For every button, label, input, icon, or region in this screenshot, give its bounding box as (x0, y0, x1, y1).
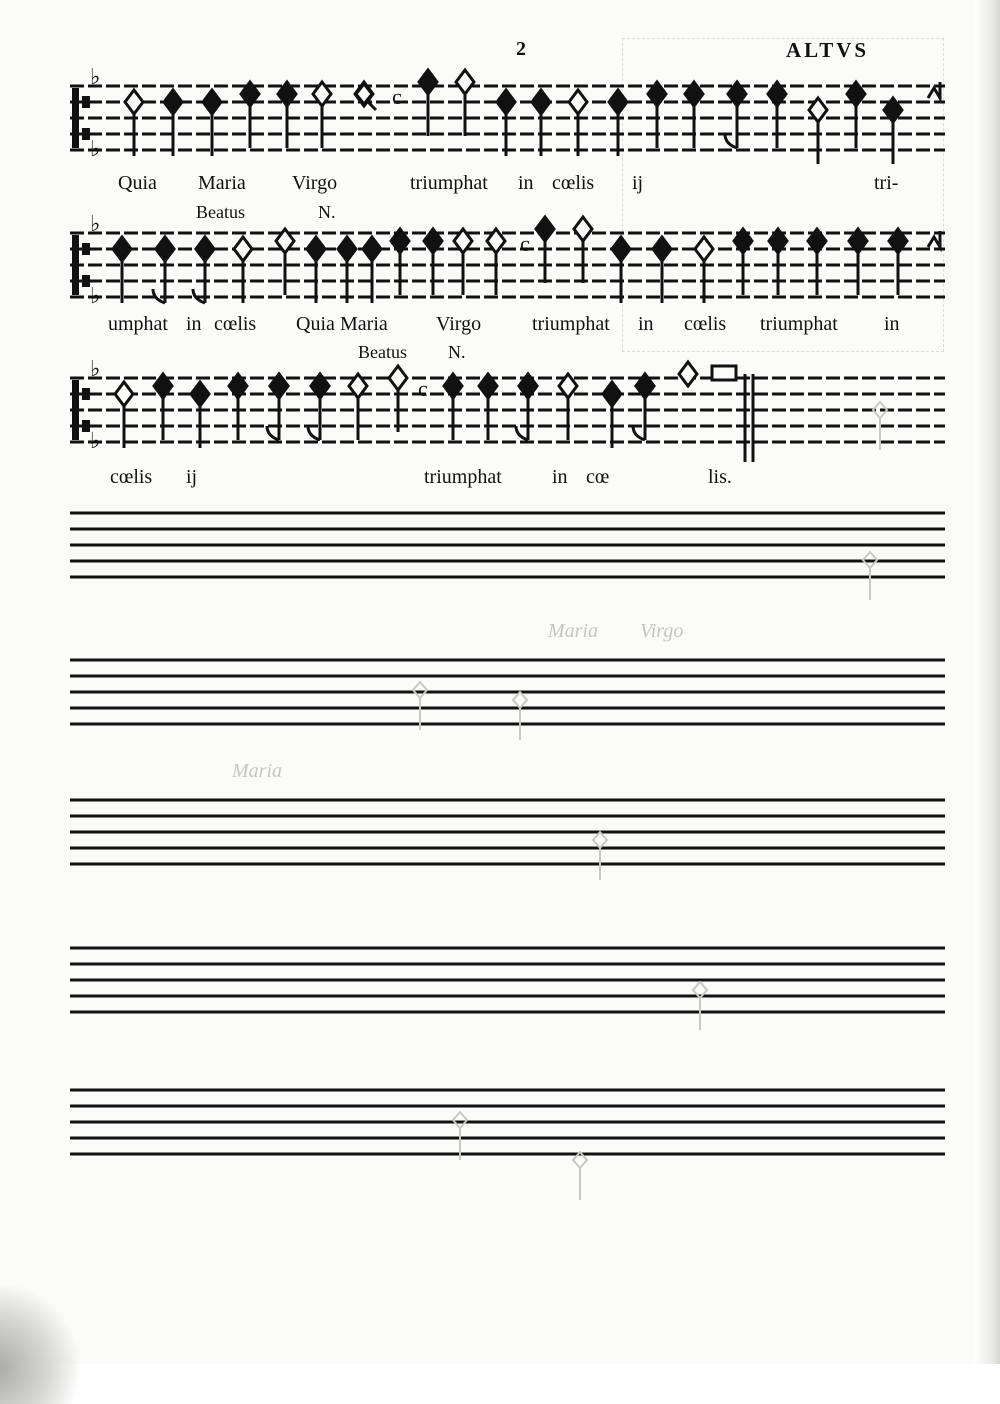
staff-3-flagnote-a-flag (267, 426, 279, 440)
staff-3-flat-upper: ♭ (90, 357, 101, 382)
lyric-s3-lis: lis. (708, 466, 732, 488)
staff-1-note-2-head (164, 90, 182, 114)
staff-3-note-8-head (389, 366, 407, 390)
lyric-s1-virgo: Virgo (292, 172, 338, 194)
staff-1-meter: c (392, 84, 402, 109)
staff-3-flagnote-c-flag (516, 426, 528, 440)
bleed-note-5 (453, 1112, 467, 1128)
staff-2-note-15-head (612, 237, 630, 261)
bleed-text-3: Maria (232, 760, 282, 782)
staff-1-note-1-head (125, 90, 143, 114)
lyric-s2-virgo: Virgo (436, 313, 482, 335)
staff-2-note-6-head (307, 237, 325, 261)
staff-3-meter: c (418, 376, 428, 401)
staff-1-note-flag-flag (725, 134, 737, 148)
bleed-text-2: Virgo (640, 620, 684, 642)
lyric-s2-maria: Maria (340, 313, 388, 335)
lyric-s1-in: in (518, 172, 534, 194)
staff-3-note-13-head (603, 382, 621, 406)
staff-2-clef-bar (72, 235, 79, 295)
staff-3-clef-block-upper (82, 388, 90, 400)
staff-2-note-8-head (363, 237, 381, 261)
staff-1-note-12-head (569, 90, 587, 114)
staff-2-clef-block-lower (82, 275, 90, 287)
lyric-s3-triumphat: triumphat (424, 466, 502, 488)
lyric-s1-alt-n: N. (318, 202, 336, 222)
staff-2-flagnote-a-head (156, 237, 174, 261)
staff-1-note-8-head (419, 70, 437, 94)
staff-2-note-16-head (653, 237, 671, 261)
staff-3-flagnote-d-flag (633, 426, 645, 440)
lyric-s1-coelis: cœlis (552, 172, 595, 194)
lyric-s1-quia: Quia (118, 172, 157, 194)
staff-1-note-3-head (203, 90, 221, 114)
lyric-s2-alt-beatus: Beatus (358, 342, 407, 362)
staff-2-note-17-head (695, 237, 713, 261)
lyric-s2-in-2: in (638, 313, 654, 335)
thumb-shadow (0, 1284, 80, 1404)
staff-1-clef-block-upper (82, 96, 90, 108)
lyric-s3-coe: cœ (586, 466, 610, 488)
lyric-s3-coelis: cœlis (110, 466, 153, 488)
lyric-s1-alt-beatus: Beatus (196, 202, 245, 222)
lyric-s2-quia: Quia (296, 313, 335, 335)
staff-1-custos (928, 82, 940, 98)
lyric-s2-in: in (186, 313, 202, 335)
lyric-s1-tri: tri- (874, 172, 899, 194)
staff-2-note-1-head (113, 237, 131, 261)
bleed-note-1 (413, 682, 427, 698)
page-edge-shadow (974, 0, 1000, 1364)
staff-3-note-3-head (191, 382, 209, 406)
staff-2-flat-upper: ♭ (90, 212, 101, 237)
staff-3-clef-block-lower (82, 420, 90, 432)
staff-1-flat-lower: ♭ (90, 137, 101, 162)
lyric-s2-umphat: umphat (108, 313, 168, 335)
lyric-s2-coelis-2: cœlis (684, 313, 727, 335)
lyric-s2-alt-n: N. (448, 342, 466, 362)
staff-2-note-7-head (338, 237, 356, 261)
staff-2-flat-lower: ♭ (90, 284, 101, 309)
lyric-s2-triumphat-2: triumphat (760, 313, 838, 335)
staff-2-meter: c (520, 231, 530, 256)
lyric-s1-maria: Maria (198, 172, 246, 194)
staff-2-note-4-head (234, 237, 252, 261)
staff-1-note-9-head (456, 70, 474, 94)
staff-3-note-1-head (115, 382, 133, 406)
lyric-s1-triumphat: triumphat (410, 172, 488, 194)
staff-1-flat-upper: ♭ (90, 65, 101, 90)
staff-2-clef-block-upper (82, 243, 90, 255)
staff-1-note-11-head (532, 90, 550, 114)
page-number: 2 (516, 38, 526, 60)
staff-3-flagnote-b-flag (308, 426, 320, 440)
staff-1-note-10-head (497, 90, 515, 114)
staff-3-longa (712, 366, 736, 380)
staff-1-clef-bar (72, 88, 79, 148)
lyric-s2-coelis: cœlis (214, 313, 257, 335)
bleed-note-2 (513, 692, 527, 708)
bleed-note-3 (593, 832, 607, 848)
staff-1-clef-block-lower (82, 128, 90, 140)
lyric-s2-triumphat: triumphat (532, 313, 610, 335)
lyric-s3-ij: ij (186, 466, 198, 488)
staff-2-note-13-head (536, 217, 554, 241)
staff-3-flat-lower: ♭ (90, 429, 101, 454)
staff-3-final-note-head (679, 362, 697, 386)
voice-part-title: ALTVS (786, 38, 870, 62)
lyric-s3-in: in (552, 466, 568, 488)
staff-2-flagnote-b-head (196, 237, 214, 261)
lyric-s1-ij: ij (632, 172, 644, 194)
staff-1-note-13-head (609, 90, 627, 114)
staff-2-note-14-head (574, 217, 592, 241)
staff-3-clef-bar (72, 380, 79, 440)
bleed-text-1: Maria (548, 620, 598, 642)
lyric-s2-in-3: in (884, 313, 900, 335)
